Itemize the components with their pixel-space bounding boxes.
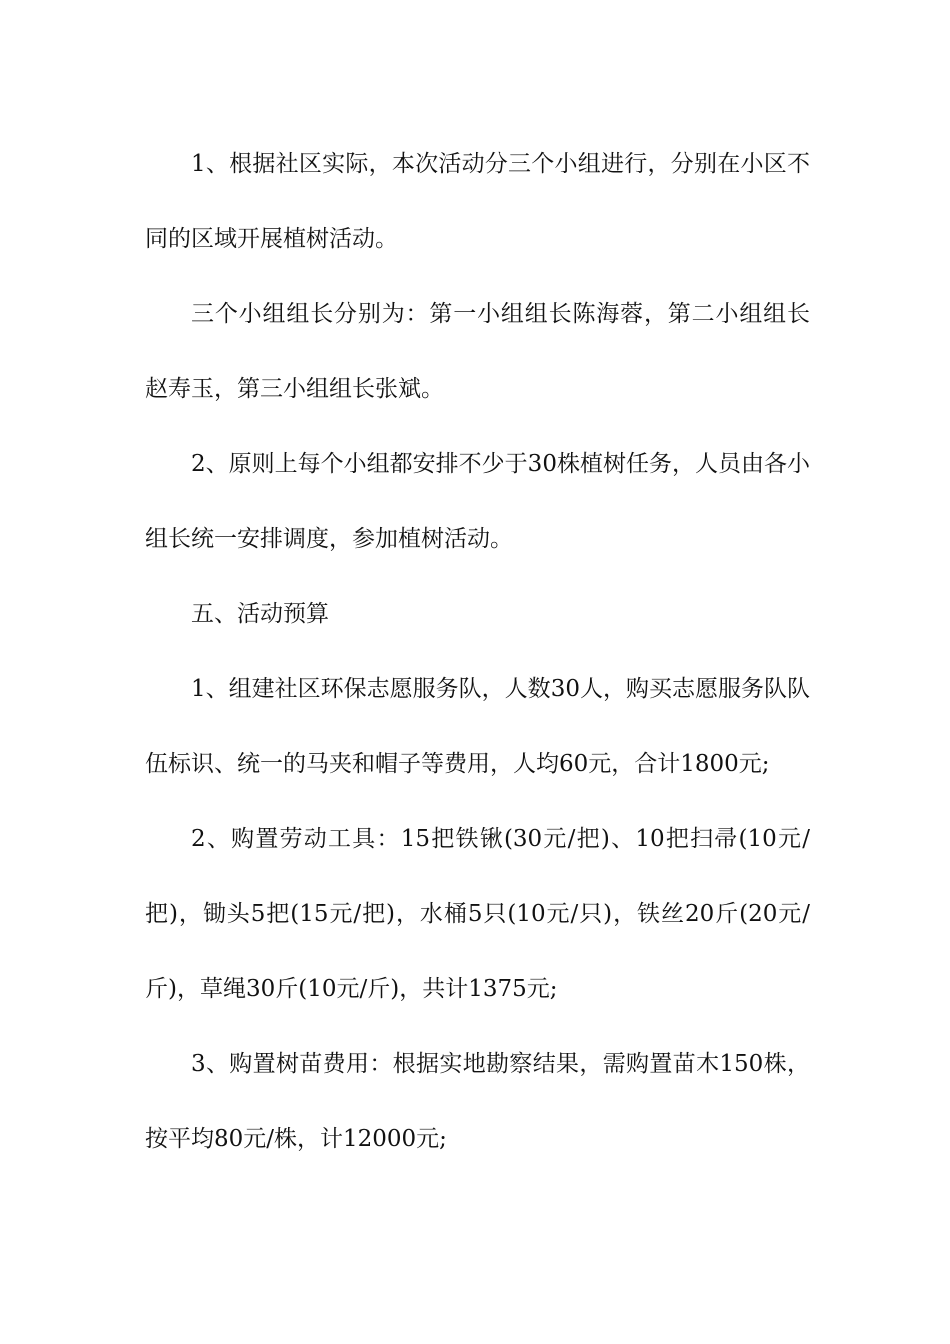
paragraph-group-leaders: 三个小组组长分别为：第一小组组长陈海蓉，第二小组组长赵寿玉，第三小组组长张斌。 [145,301,810,402]
paragraph-grouping: 1、根据社区实际，本次活动分三个小组进行，分别在小区不同的区域开展植树活动。 [145,151,810,252]
document-body [145,127,810,1177]
paragraph-budget-volunteers: 1、组建社区环保志愿服务队，人数30人，购买志愿服务队队伍标识、统一的马夹和帽子等费用，人均60元，合计1800元; [145,676,810,777]
paragraph-budget-saplings: 3、购置树苗费用：根据实地勘察结果，需购置苗木150株，按平均80元/株，计12000元; [145,1051,810,1152]
paragraph-tasks: 2、原则上每个小组都安排不少于30株植树任务，人员由各小组长统一安排调度，参加植树活动。 [145,451,810,552]
paragraph-budget-tools: 2、购置劳动工具：15把铁锹(30元/把)、10把扫帚(10元/把)，锄头5把(15元/把)，水桶5只(10元/只)，铁丝20斤(20元/斤)，草绳30斤(10元/斤)，共计1375元; [145,826,810,1002]
section-heading-budget: 五、活动预算 [191,601,329,627]
